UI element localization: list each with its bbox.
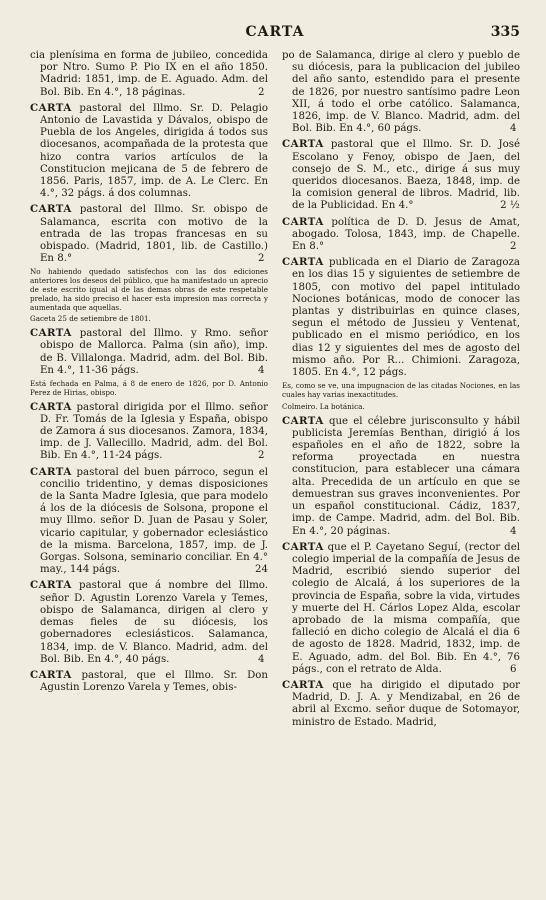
entry-text: pastoral que el Illmo. Sr. D. José Escolano y Fenoy, obispo de Jaen, del consejo de S. M., etc., dirige á sus muy queridos diocesanos. Baeza, 1848, imp. de la comision general de libros. Madrid, lib. de la Publicidad. En 4.° <box>292 139 520 212</box>
entry-headword: CARTA <box>282 540 324 553</box>
entry-text: pastoral, que el Illmo. Sr. Don Agustin Lorenzo Varela y Temes, obis- <box>40 669 268 694</box>
entry-headword: CARTA <box>282 414 324 427</box>
entry-headword: CARTA <box>282 256 324 269</box>
entry-text: po de Salamanca, dirige al clero y pueblo de su diócesis, para la publicacion del jubileo del año santo, estendido para el presente de 1826, por nuestro santísimo padre Leon XII, á todo el orbe católico. Salamanca, 1826, imp. de V. Blanco. Madrid, adm. del Bol. Bib. En 4.°, 60 págs. <box>282 50 520 135</box>
bibliography-entry: CARTA pastoral del Illmo. Sr. obispo de Salamanca, escrita con motivo de la entrada de las tropas francesas en su obispado. (Madrid, 1801, lib. de Castillo.) En 8.° 2 <box>30 203 268 265</box>
bibliography-entry <box>30 466 268 577</box>
bibliography-entry <box>282 138 520 212</box>
entry-headword: CARTA <box>30 203 72 216</box>
bibliography-entry <box>282 256 520 379</box>
entry-text: política de D. D. Jesus de Amat, abogado. Tolosa, 1843, imp. de Chapelle. En 8.° <box>292 216 520 253</box>
bibliography-entry: CARTA que el P. Cayetano Seguí, (rector del colegio imperial de la compañía de Jesus de Madrid, escribió siendo superior del colegio de Alcalá, á los superiores de la provincia de España, sobre la vida, virtudes y muerte del H. Cárlos Lopez Alda, escolar aprobado de la misma compañía, que falleció en dicho colegio de Alcalá el dia 6 de agosto de 1828. Madrid, 1832, imp. de E. Aguado, adm. del Bol. Bib. En 4.°, 76 págs., con el retrato de Alda. 6 <box>282 540 520 675</box>
bibliography-entry: CARTA política de D. D. Jesus de Amat, abogado. Tolosa, 1843, imp. de Chapelle. En 8.° 2 <box>282 215 520 253</box>
entry-note: Es, como se ve, una impugnacion de las citadas Nociones, en las cuales hay varias inexactitudes. <box>282 381 520 400</box>
entry-note: Gaceta 25 de setiembre de 1801. <box>30 314 151 324</box>
entry-text: pastoral dirigida por el Illmo. señor D. Fr. Tomás de la Iglesia y España, obispo de Zamora á sus diocesanos. Zamora, 1834, imp. de J. Vallecillo. Madrid, adm. del Bol. Bib. En 4.°, 11-24 págs. <box>40 401 268 462</box>
entry-text: pastoral del Illmo. Sr. D. Pelagio Antonio de Lavastida y Dávalos, obispo de Puebla de los Angeles, dirigida á todos sus diocesanos, acompañada de la protesta que hizo contra varios artículos de la Constitucion mejicana de 5 de febrero de 1856. Paris, 1857, imp. de A. Le Clerc. En 4.°, 32 págs. á dos columnas. <box>40 102 268 200</box>
entry-headword: CARTA <box>30 579 72 592</box>
left-column <box>30 50 268 890</box>
entry-text: que el célebre jurisconsulto y hábil publicista Jeremías Benthan, dirigió á los españoles en el año de 1822, sobre la reforma proyectada en nuestra constitucion, para establecer una cámara alta. Precedida de un artículo en que se demuestran sus graves inconvenientes. Por un español constitucional. Cádiz, 1837, imp. de Campe. Madrid, adm. del Bol. Bib. En 4.°, 20 páginas. <box>292 415 520 537</box>
entry-note: Está fechada en Palma, á 8 de enero de 1826, por D. Antonio Perez de Hirias, obispo. <box>30 379 268 397</box>
entry-headword: CARTA <box>30 465 72 478</box>
entry-headword: CARTA <box>30 327 72 340</box>
entry-headword: CARTA <box>282 678 324 691</box>
entry-text: pastoral del Illmo. Sr. obispo de Salamanca, escrita con motivo de la entrada de las tropas francesas en su obispado. (Madrid, 1801, lib. de Castillo.) En 8.° <box>40 204 268 265</box>
bibliography-entry: CARTA que el célebre jurisconsulto y hábil publicista Jeremías Benthan, dirigió á los españoles en el año de 1822, sobre la reforma proyectada en nuestra constitucion, para establecer una cámara alta. Precedida de un artículo en que se demuestran sus graves inconvenientes. Por un español constitucional. Cádiz, 1837, imp. de Campe. Madrid, adm. del Bol. Bib. En 4.°, 20 páginas. 4 <box>282 414 520 537</box>
entry-text: que ha dirigido el diputado por Madrid, D. J. A. y Mendizabal, en 26 de abril al Excmo. señor duque de Sotomayor, ministro de Estado. Madrid, <box>292 679 520 728</box>
right-column <box>282 50 520 890</box>
two-column-body <box>30 50 520 890</box>
page-number: 335 <box>490 24 520 40</box>
bibliography-entry <box>30 669 268 694</box>
entry-headword: CARTA <box>30 101 72 114</box>
entry-text: pastoral del buen párroco, segun el concilio tridentino, y demas disposiciones de la Santa Madre Iglesia, que para modelo á los de la diócesis de Solsona, propone el muy Illmo. señor D. Juan de Pasau y Soler, vicario capitular, y gobernador eclesiástico de la misma. Barcelona, 1857, imp. de J. Gorgas. Solsona, seminario conciliar. En 4.° may., 144 págs. <box>40 466 268 576</box>
entry-price: 2 ½ <box>500 200 520 212</box>
entry-note: Colmeiro. La botánica. <box>282 401 365 411</box>
bibliography-entry: CARTA pastoral dirigida por el Illmo. señor D. Fr. Tomás de la Iglesia y España, obispo de Zamora á sus diocesanos. Zamora, 1834, imp. de J. Vallecillo. Madrid, adm. del Bol. Bib. En 4.°, 11-24 págs. 2 <box>30 400 268 462</box>
entry-note: No habiendo quedado satisfechos con las dos ediciones anteriores los deseos del público, que ha manifestado un aprecio de este escrito igual al de las demas obras de este respetable prelado, ha sido preciso el hacer esta impresion mas correcta y aumentada que aquellas. <box>30 267 268 312</box>
entry-headword: CARTA <box>30 668 72 681</box>
entry-headword: CARTA <box>282 138 324 151</box>
running-title: CARTA <box>245 24 305 40</box>
entry-text: cia plenísima en forma de jubileo, concedida por Ntro. Sumo P. Pio IX en el año 1850. Madrid: 1851, imp. de E. Aguado. Adm. del Bol. Bib. En 4.°, 18 páginas. <box>30 50 268 98</box>
entry-headword: CARTA <box>30 400 72 413</box>
entry-text: pastoral del Illmo. y Rmo. señor obispo de Mallorca. Palma (sin año), imp. de B. Villalonga. Madrid, adm. del Bol. Bib. En 4.°, 11-36 págs. <box>40 328 268 376</box>
entry-price: 24 <box>255 564 268 576</box>
bibliography-entry <box>282 679 520 729</box>
entry-text: publicada en el Diario de Zaragoza en los dias 15 y siguientes de setiembre de 1805, con motivo del papel intitulado Nociones botánicas, modo de conocer las plantas y distribuirlas en quince clases, segun el método de Jussieu y Ventenat, publicado en el mismo periódico, en los dias 12 y siguientes del mes de agosto del mismo año. Por R... Chimioni. Zaragoza, 1805. En 4.°, 12 págs. <box>292 257 520 379</box>
bibliography-entry <box>30 102 268 201</box>
entry-text: que el P. Cayetano Seguí, (rector del colegio imperial de la compañía de Jesus de Madrid, escribió siendo superior del colegio de Alcalá, á los superiores de la provincia de España, sobre la vida, virtudes y muerte del H. Cárlos Lopez Alda, escolar aprobado de la misma compañía, que falleció en dicho colegio de Alcalá el dia 6 de agosto de 1828. Madrid, 1832, imp. de E. Aguado, adm. del Bol. Bib. En 4.°, 76 págs., con el retrato de Alda. <box>292 541 520 675</box>
bibliography-entry: CARTA pastoral que á nombre del Illmo. señor D. Agustin Lorenzo Varela y Temes, obispo de Salamanca, dirigen al clero y demas fieles de su diócesis, los gobernadores eclesiásticos. Salamanca, 1834, imp. de V. Blanco. Madrid, adm. del Bol. Bib. En 4.°, 40 págs. 4 <box>30 579 268 665</box>
page-header <box>30 24 520 44</box>
entry-text: pastoral que á nombre del Illmo. señor D. Agustin Lorenzo Varela y Temes, obispo de Salamanca, dirigen al clero y demas fieles de su diócesis, los gobernadores eclesiásticos. Salamanca, 1834, imp. de V. Blanco. Madrid, adm. del Bol. Bib. En 4.°, 40 págs. <box>40 580 268 665</box>
bibliography-entry: CARTA pastoral del Illmo. y Rmo. señor obispo de Mallorca. Palma (sin año), imp. de B. Villalonga. Madrid, adm. del Bol. Bib. En 4.°, 11-36 págs. 4 <box>30 327 268 376</box>
bibliography-entry: po de Salamanca, dirige al clero y pueblo de su diócesis, para la publicacion del jubileo del año santo, estendido para el presente de 1826, por nuestro santísimo padre Leon XII, á todo el orbe católico. Salamanca, 1826, imp. de V. Blanco. Madrid, adm. del Bol. Bib. En 4.°, 60 págs. 4 <box>282 50 520 135</box>
entry-headword: CARTA <box>282 215 324 228</box>
bibliography-entry: cia plenísima en forma de jubileo, concedida por Ntro. Sumo P. Pio IX en el año 1850. Madrid: 1851, imp. de E. Aguado. Adm. del Bol. Bib. En 4.°, 18 páginas. 2 <box>30 50 268 98</box>
